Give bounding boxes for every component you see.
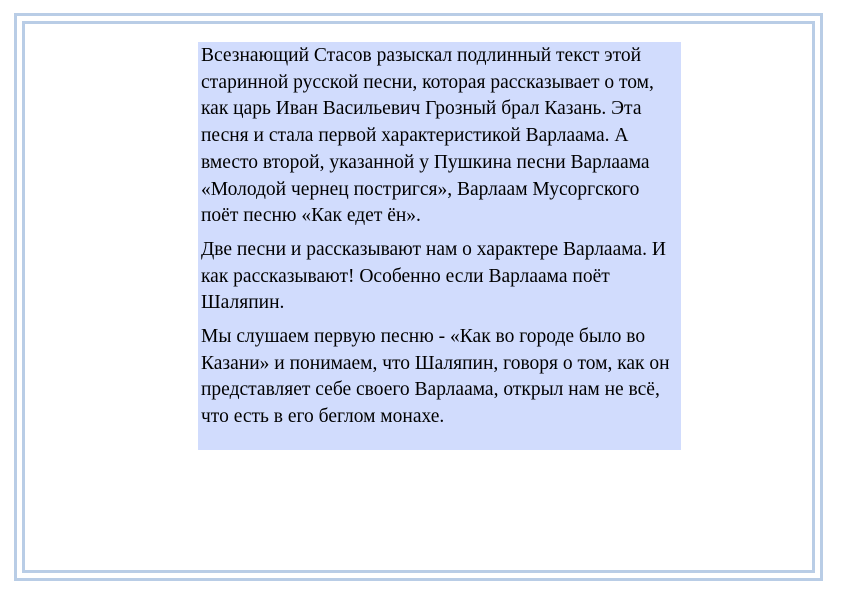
paragraph-1: Всезнающий Стасов разыскал подлинный текст этой старинной русской песни, которая рассказывает о том, как царь Иван Васильевич Грозный брал Казань. Эта песня и стала первой характеристикой Варлаама. А вместо второй, указанной у Пушкина песни Варлаама «Молодой чернец постригся», Варлаам Мусоргского поёт песню «Как едет ён». bbox=[201, 45, 654, 227]
paragraph-2: Две песни и рассказывают нам о характере Варлаама. И как рассказывают! Особенно если Варлаама поёт Шаляпин. bbox=[201, 238, 666, 314]
text-box bbox=[198, 42, 681, 450]
paragraph-3: Мы слушаем первую песню - «Как во городе было во Казани» и понимаем, что Шаляпин, говоря о том, как он представляет себе своего Варлаама, открыл нам не всё, что есть в его беглом монахе. bbox=[201, 326, 670, 428]
